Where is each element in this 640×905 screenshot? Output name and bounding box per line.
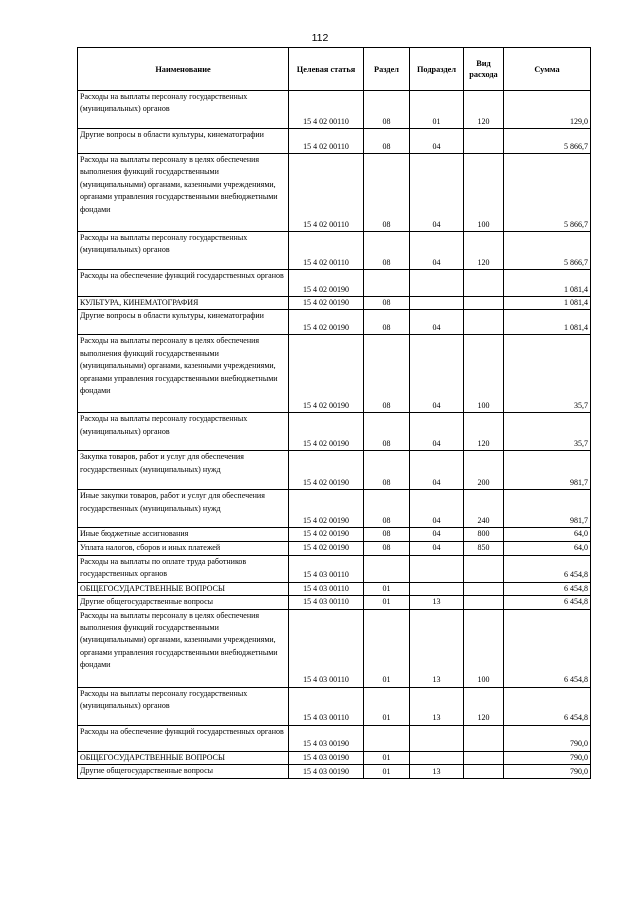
cell-article: 15 4 02 00190 <box>289 413 364 451</box>
cell-name: Другие вопросы в области культуры, кинематографии <box>78 129 289 154</box>
cell-subsection: 04 <box>410 451 464 490</box>
cell-section: 01 <box>364 609 410 687</box>
table-row <box>78 765 591 779</box>
cell-article: 15 4 02 00190 <box>289 490 364 528</box>
cell-subsection <box>410 751 464 764</box>
cell-subsection <box>410 297 464 310</box>
cell-section: 08 <box>364 451 410 490</box>
cell-expense-type: 120 <box>464 413 504 451</box>
table-row <box>78 232 591 270</box>
cell-name: Расходы на выплаты персоналу в целях обеспечения выполнения функций государственными (муниципальными) органами, казенными учреждениями, органами управления государственными внебюджетными фондами <box>78 335 289 413</box>
table-row <box>78 582 591 595</box>
cell-expense-type: 100 <box>464 154 504 232</box>
cell-sum: 64,0 <box>504 528 591 541</box>
cell-article: 15 4 02 00190 <box>289 335 364 413</box>
cell-expense-type <box>464 751 504 764</box>
cell-sum: 5 866,7 <box>504 154 591 232</box>
cell-sum: 35,7 <box>504 413 591 451</box>
cell-subsection: 04 <box>410 335 464 413</box>
cell-sum: 790,0 <box>504 725 591 751</box>
cell-sum: 981,7 <box>504 490 591 528</box>
table-row <box>78 270 591 297</box>
cell-name: Расходы на выплаты персоналу государственных (муниципальных) органов <box>78 687 289 725</box>
cell-section: 08 <box>364 310 410 335</box>
cell-article: 15 4 02 00110 <box>289 154 364 232</box>
cell-section <box>364 555 410 582</box>
cell-subsection <box>410 725 464 751</box>
cell-article: 15 4 03 00190 <box>289 725 364 751</box>
cell-expense-type <box>464 310 504 335</box>
cell-sum: 1 081,4 <box>504 310 591 335</box>
budget-table <box>77 47 591 779</box>
cell-subsection: 13 <box>410 687 464 725</box>
cell-name: Расходы на выплаты персоналу государственных (муниципальных) органов <box>78 91 289 129</box>
cell-article: 15 4 03 00110 <box>289 582 364 595</box>
cell-expense-type <box>464 725 504 751</box>
cell-article: 15 4 03 00190 <box>289 765 364 779</box>
cell-expense-type: 120 <box>464 91 504 129</box>
cell-expense-type <box>464 270 504 297</box>
table-header-row <box>78 48 591 91</box>
cell-subsection: 01 <box>410 91 464 129</box>
header-expense-type: Вид расхода <box>464 48 504 91</box>
cell-name: Расходы на выплаты по оплате труда работников государственных органов <box>78 555 289 582</box>
cell-name: Расходы на обеспечение функций государственных органов <box>78 270 289 297</box>
page-number: 112 <box>311 32 329 44</box>
table-body <box>78 91 591 779</box>
cell-sum: 5 866,7 <box>504 129 591 154</box>
cell-section: 08 <box>364 413 410 451</box>
table-row <box>78 528 591 541</box>
cell-subsection <box>410 555 464 582</box>
cell-subsection: 04 <box>410 490 464 528</box>
cell-article: 15 4 02 00190 <box>289 528 364 541</box>
table-row <box>78 297 591 310</box>
cell-article: 15 4 03 00110 <box>289 555 364 582</box>
cell-article: 15 4 02 00110 <box>289 129 364 154</box>
cell-section: 08 <box>364 335 410 413</box>
cell-sum: 64,0 <box>504 541 591 555</box>
cell-subsection <box>410 270 464 297</box>
cell-name: КУЛЬТУРА, КИНЕМАТОГРАФИЯ <box>78 297 289 310</box>
cell-section: 01 <box>364 687 410 725</box>
cell-article: 15 4 02 00190 <box>289 297 364 310</box>
cell-name: Другие вопросы в области культуры, кинематографии <box>78 310 289 335</box>
cell-section: 08 <box>364 91 410 129</box>
header-article: Целевая статья <box>289 48 364 91</box>
cell-expense-type <box>464 765 504 779</box>
cell-article: 15 4 02 00110 <box>289 91 364 129</box>
cell-article: 15 4 03 00110 <box>289 687 364 725</box>
cell-subsection: 04 <box>410 232 464 270</box>
cell-sum: 981,7 <box>504 451 591 490</box>
header-section: Раздел <box>364 48 410 91</box>
cell-section: 01 <box>364 596 410 609</box>
cell-section: 08 <box>364 154 410 232</box>
cell-expense-type: 200 <box>464 451 504 490</box>
table-row <box>78 451 591 490</box>
cell-expense-type: 120 <box>464 232 504 270</box>
cell-sum: 790,0 <box>504 751 591 764</box>
table-row <box>78 91 591 129</box>
cell-section: 01 <box>364 751 410 764</box>
cell-name: ОБЩЕГОСУДАРСТВЕННЫЕ ВОПРОСЫ <box>78 582 289 595</box>
cell-section: 08 <box>364 541 410 555</box>
cell-sum: 1 081,4 <box>504 297 591 310</box>
cell-article: 15 4 03 00110 <box>289 609 364 687</box>
cell-name: Другие общегосударственные вопросы <box>78 596 289 609</box>
table-row <box>78 609 591 687</box>
cell-article: 15 4 02 00110 <box>289 232 364 270</box>
table-row <box>78 555 591 582</box>
table-row <box>78 490 591 528</box>
cell-name: Расходы на выплаты персоналу в целях обеспечения выполнения функций государственными (муниципальными) органами, казенными учреждениями, органами управления государственными внебюджетными фондами <box>78 609 289 687</box>
cell-section <box>364 270 410 297</box>
cell-subsection: 04 <box>410 413 464 451</box>
cell-article: 15 4 02 00190 <box>289 270 364 297</box>
cell-expense-type <box>464 129 504 154</box>
table-row <box>78 725 591 751</box>
cell-expense-type: 100 <box>464 609 504 687</box>
cell-expense-type <box>464 596 504 609</box>
table-row <box>78 751 591 764</box>
cell-subsection: 13 <box>410 765 464 779</box>
cell-sum: 6 454,8 <box>504 687 591 725</box>
cell-article: 15 4 02 00190 <box>289 310 364 335</box>
cell-expense-type <box>464 297 504 310</box>
cell-subsection: 04 <box>410 528 464 541</box>
cell-sum: 129,0 <box>504 91 591 129</box>
cell-section: 01 <box>364 582 410 595</box>
cell-section: 08 <box>364 232 410 270</box>
cell-section <box>364 725 410 751</box>
header-subsection: Подраздел <box>410 48 464 91</box>
table-row <box>78 154 591 232</box>
cell-expense-type <box>464 555 504 582</box>
cell-expense-type: 850 <box>464 541 504 555</box>
cell-name: Иные бюджетные ассигнования <box>78 528 289 541</box>
table-row <box>78 541 591 555</box>
cell-sum: 5 866,7 <box>504 232 591 270</box>
cell-expense-type: 240 <box>464 490 504 528</box>
cell-sum: 6 454,8 <box>504 555 591 582</box>
cell-name: Закупка товаров, работ и услуг для обеспечения государственных (муниципальных) нужд <box>78 451 289 490</box>
table-row <box>78 687 591 725</box>
cell-expense-type: 100 <box>464 335 504 413</box>
cell-sum: 6 454,8 <box>504 609 591 687</box>
cell-sum: 6 454,8 <box>504 596 591 609</box>
table-row <box>78 335 591 413</box>
cell-section: 08 <box>364 490 410 528</box>
table-row <box>78 310 591 335</box>
cell-article: 15 4 02 00190 <box>289 451 364 490</box>
cell-subsection: 13 <box>410 609 464 687</box>
cell-section: 08 <box>364 129 410 154</box>
cell-name: ОБЩЕГОСУДАРСТВЕННЫЕ ВОПРОСЫ <box>78 751 289 764</box>
header-name: Наименование <box>78 48 289 91</box>
header-sum: Сумма <box>504 48 591 91</box>
cell-name: Расходы на выплаты персоналу государственных (муниципальных) органов <box>78 413 289 451</box>
cell-subsection: 04 <box>410 310 464 335</box>
cell-sum: 1 081,4 <box>504 270 591 297</box>
table-row <box>78 413 591 451</box>
cell-section: 01 <box>364 765 410 779</box>
cell-name: Другие общегосударственные вопросы <box>78 765 289 779</box>
cell-subsection: 04 <box>410 154 464 232</box>
cell-article: 15 4 02 00190 <box>289 541 364 555</box>
table-row <box>78 596 591 609</box>
cell-name: Иные закупки товаров, работ и услуг для обеспечения государственных (муниципальных) нужд <box>78 490 289 528</box>
cell-subsection: 04 <box>410 541 464 555</box>
cell-name: Расходы на выплаты персоналу государственных (муниципальных) органов <box>78 232 289 270</box>
cell-name: Расходы на обеспечение функций государственных органов <box>78 725 289 751</box>
cell-subsection: 13 <box>410 596 464 609</box>
cell-name: Уплата налогов, сборов и иных платежей <box>78 541 289 555</box>
cell-expense-type <box>464 582 504 595</box>
cell-sum: 35,7 <box>504 335 591 413</box>
cell-section: 08 <box>364 528 410 541</box>
cell-section: 08 <box>364 297 410 310</box>
cell-expense-type: 120 <box>464 687 504 725</box>
cell-subsection <box>410 582 464 595</box>
cell-sum: 790,0 <box>504 765 591 779</box>
cell-sum: 6 454,8 <box>504 582 591 595</box>
table-row <box>78 129 591 154</box>
cell-expense-type: 800 <box>464 528 504 541</box>
cell-subsection: 04 <box>410 129 464 154</box>
cell-article: 15 4 03 00190 <box>289 751 364 764</box>
cell-article: 15 4 03 00110 <box>289 596 364 609</box>
cell-name: Расходы на выплаты персоналу в целях обеспечения выполнения функций государственными (муниципальными) органами, казенными учреждениями, органами управления государственными внебюджетными фондами <box>78 154 289 232</box>
